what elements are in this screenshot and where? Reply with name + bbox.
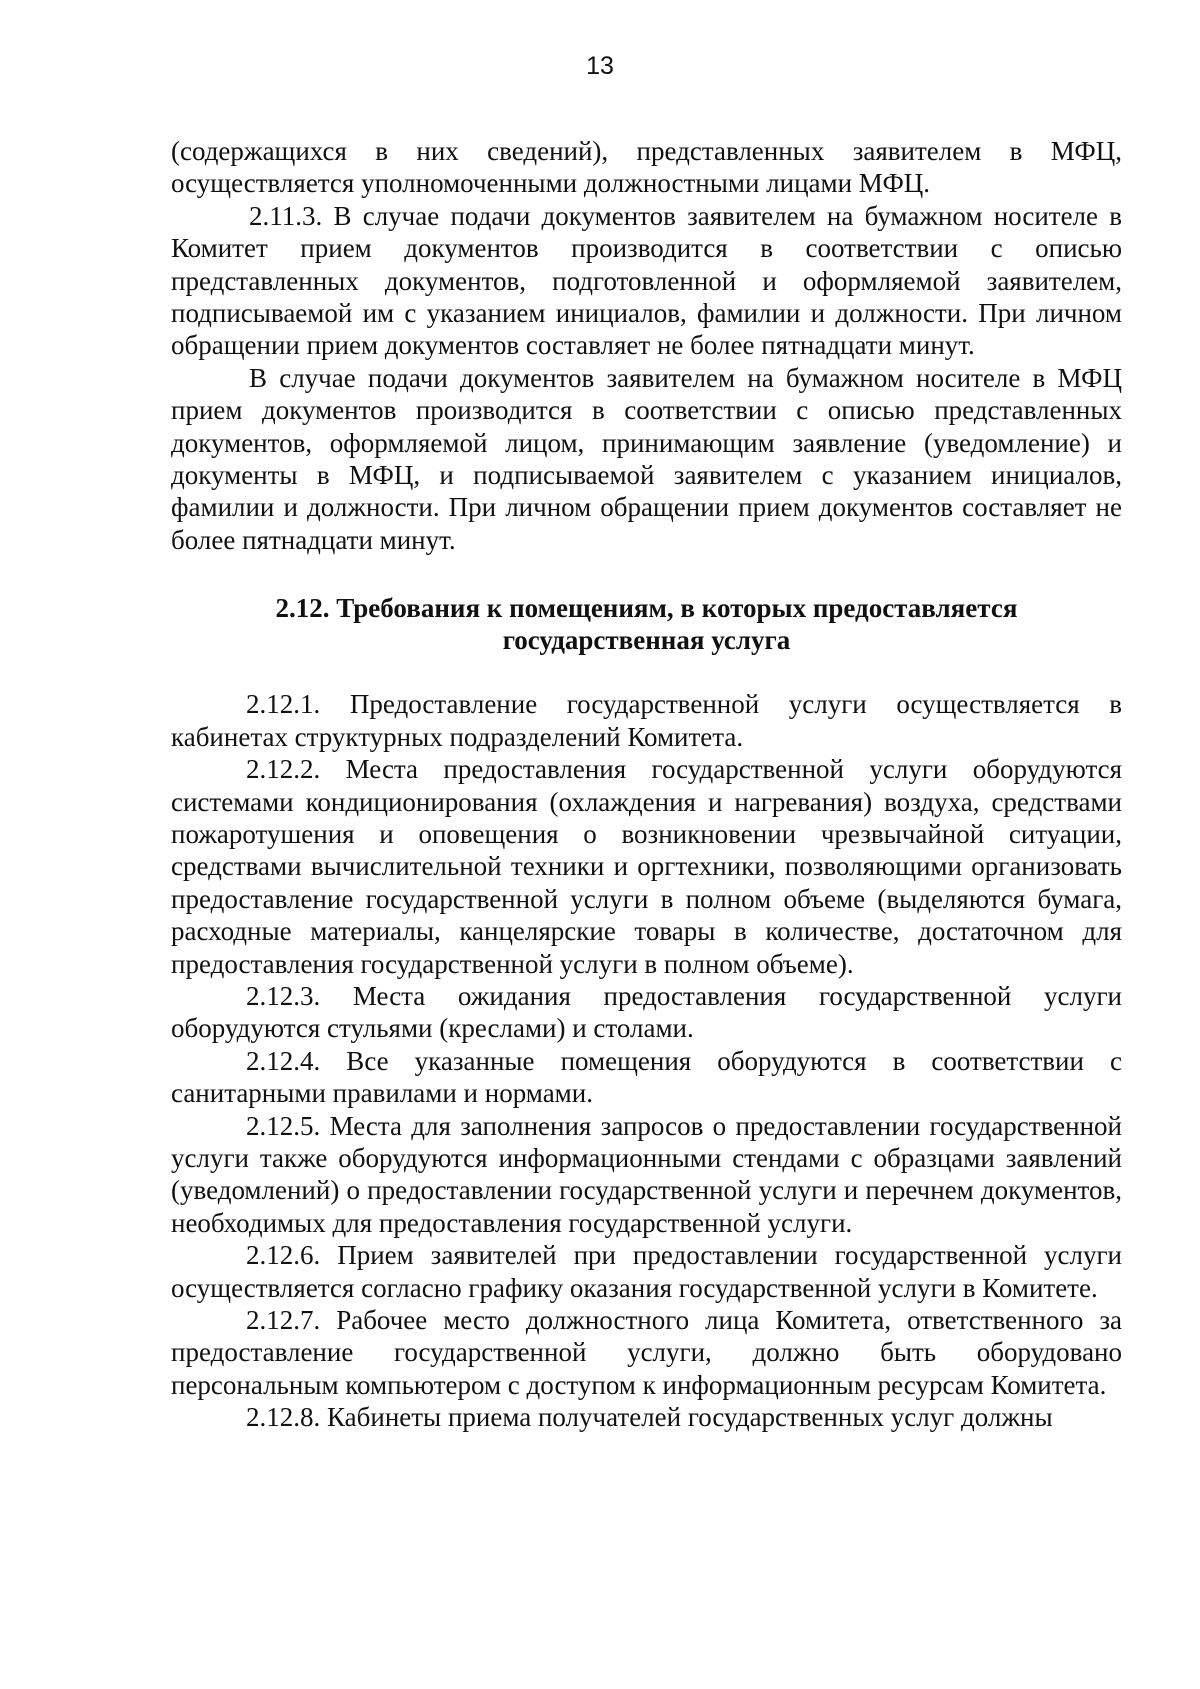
- paragraph-2-12-7: 2.12.7. Рабочее место должностного лица Комитета, ответственного за предоставление государственной услуги, должно быть оборудовано персональным компьютером с доступом к информационным ресурсам Комитета.: [171, 1305, 1122, 1400]
- section-heading-line-2: государственная услуга: [502, 625, 791, 656]
- paragraph-2-12-2: 2.12.2. Места предоставления государственной услуги оборудуются системами кондиционирования (охлаждения и нагревания) воздуха, средствами пожаротушения и оповещения о возникновении чрезвычайной ситуации, средствами вычислительной техники и оргтехники, позволяющими организовать предоставление государственной услуги в полном объеме (выделяются бумага, расходные материалы, канцелярские товары в количестве, достаточном для предоставления государственной услуги в полном объеме).: [171, 754, 1122, 979]
- paragraph-2-12-6: 2.12.6. Прием заявителей при предоставлении государственной услуги осуществляется согласно графику оказания государственной услуги в Комитете.: [171, 1240, 1122, 1303]
- paragraph-continuation: (содержащихся в них сведений), представленных заявителем в МФЦ, осуществляется уполномоченными должностными лицами МФЦ.: [171, 136, 1122, 199]
- paragraph-2-12-5: 2.12.5. Места для заполнения запросов о предоставлении государственной услуги также оборудуются информационными стендами с образцами заявлений (уведомлений) о предоставлении государственной услуги и перечнем документов, необходимых для предоставления государственной услуги.: [171, 1110, 1122, 1238]
- paragraph-mfc-submission: В случае подачи документов заявителем на бумажном носителе в МФЦ прием документов производится в соответствии с описью представленных документов, оформляемой лицом, принимающим заявление (уведомление) и документы в МФЦ, и подписываемой заявителем с указанием инициалов, фамилии и должности. При личном обращении прием документов составляет не более пятнадцати минут.: [171, 362, 1122, 555]
- section-heading-line-1: 2.12. Требования к помещениям, в которых предоставляется: [275, 593, 1018, 624]
- paragraph-2-12-1: 2.12.1. Предоставление государственной услуги осуществляется в кабинетах структурных подразделений Комитета.: [171, 689, 1122, 752]
- paragraph-2-12-3: 2.12.3. Места ожидания предоставления государственной услуги оборудуются стульями (креслами) и столами.: [171, 980, 1122, 1044]
- section-heading-2-12: [171, 592, 1122, 656]
- paragraph-2-11-3: 2.11.3. В случае подачи документов заявителем на бумажном носителе в Комитет прием документов производится в соответствии с описью представленных документов, подготовленной и оформляемой заявителем, подписываемой им с указанием инициалов, фамилии и должности. При личном обращении прием документов составляет не более пятнадцати минут.: [171, 200, 1122, 361]
- document-body: [171, 135, 1122, 1434]
- page-number: 13: [586, 52, 614, 80]
- paragraph-2-12-8: 2.12.8. Кабинеты приема получателей государственных услуг должны: [246, 1402, 1053, 1433]
- paragraph-2-12-4: 2.12.4. Все указанные помещения оборудуются в соответствии с санитарными правилами и нормами.: [171, 1045, 1122, 1109]
